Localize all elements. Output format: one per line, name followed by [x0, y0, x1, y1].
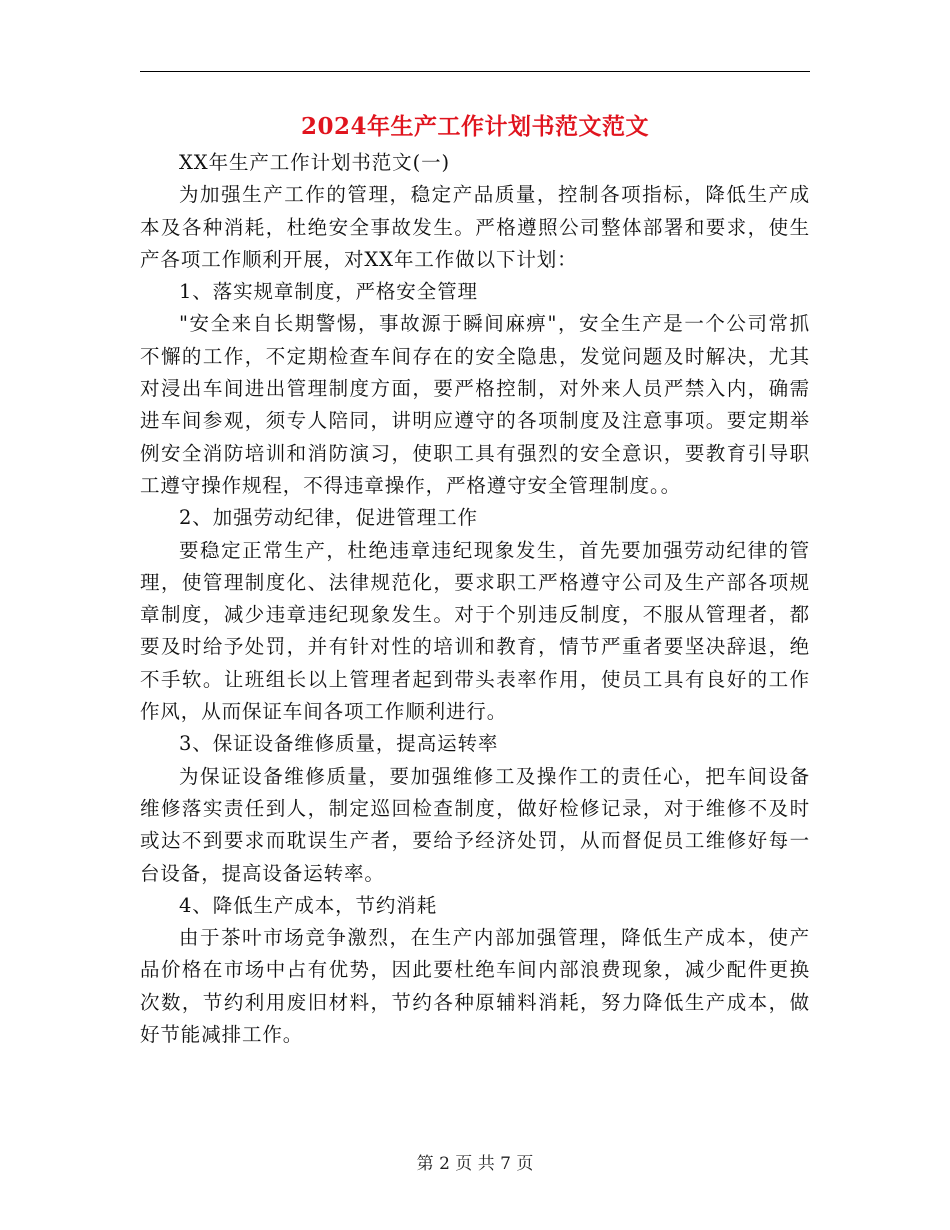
section-heading-2: 2、加强劳动纪律，促进管理工作 [179, 506, 478, 530]
section-paragraph-1: "安全来自长期警惕，事故源于瞬间麻痹"，安全生产是一个公司常抓不懈的工作，不定期检查车间存在的安全隐患，发觉问题及时解决，尤其对浸出车间进出管理制度方面，要严格控制，对外来人员严禁入内，确需进车间参观，须专人陪同，讲明应遵守的各项制度及注意事项。要定期举例安全消防培训和消防演习，使职工具有强烈的安全意识，要教育引导职工遵守操作规程，不得违章操作，严格遵守安全管理制度。。 [140, 312, 810, 497]
section-paragraph-4: 由于茶叶市场竞争激烈，在生产内部加强管理，降低生产成本，使产品价格在市场中占有优势，因此要杜绝车间内部浪费现象，减少配件更换次数，节约利用废旧材料，节约各种原辅料消耗，努力降低生产成本，做好节能减排工作。 [140, 926, 810, 1047]
page-footer [140, 1152, 810, 1176]
section-paragraph-2: 要稳定正常生产，杜绝违章违纪现象发生，首先要加强劳动纪律的管理，使管理制度化、法律规范化，要求职工严格遵守公司及生产部各项规章制度，减少违章违纪现象发生。对于个别违反制度，不服从管理者，都要及时给予处罚，并有针对性的培训和教育，情节严重者要坚决辞退，绝不手软。让班组长以上管理者起到带头表率作用，使员工具有良好的工作作风，从而保证车间各项工作顺利进行。 [140, 538, 810, 724]
section-paragraph-3: 为保证设备维修质量，要加强维修工及操作工的责任心，把车间设备维修落实责任到人，制定巡回检查制度，做好检修记录，对于维修不及时或达不到要求而耽误生产者，要给予经济处罚，从而督促员工维修好每一台设备，提高设备运转率。 [140, 764, 810, 885]
section-heading-4: 4、降低生产成本，节约消耗 [179, 893, 438, 917]
page-number: 第 2 页 共 7 页 [416, 1154, 534, 1174]
section-heading-3: 3、保证设备维修质量，提高运转率 [179, 732, 499, 756]
section-heading-1: 1、落实规章制度，严格安全管理 [179, 280, 478, 304]
document-title: 2024年生产工作计划书范文范文 [300, 113, 649, 140]
section-subtitle: XX年生产工作计划书范文(一) [179, 151, 450, 174]
document-body [140, 147, 810, 1051]
header-rule [140, 71, 810, 72]
intro-paragraph: 为加强生产工作的管理，稳定产品质量，控制各项指标，降低生产成本及各种消耗，杜绝安全事故发生。严格遵照公司整体部署和要求，使生产各项工作顺利开展，对XX年工作做以下计划： [140, 183, 810, 271]
